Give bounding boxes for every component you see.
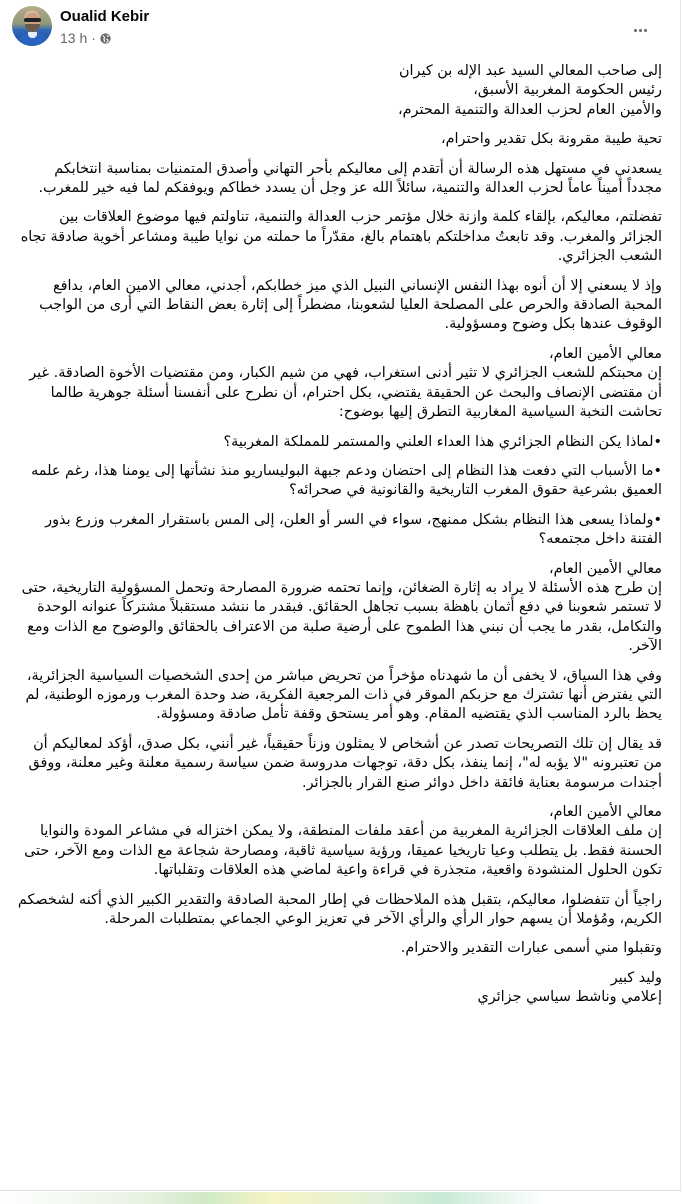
meta-separator: ·: [91, 30, 96, 46]
section: [16, 803, 662, 881]
signature-name: وليد كبير: [610, 969, 662, 986]
section-text: إن محبتكم للشعب الجزائري لا تثير أدنى استغراب، فهي من شيم الكبار، ومن مقتضيات الأخوة الصادقة. غير أن مقتضى الإنصاف والبحث عن الحقيقة يقتضي، بكل احترام، أن نطرح على أنفسنا أسئلة جوهرية طالما تحاشت النخبة السياسية المغاربية التطرق إليها بوضوح:: [29, 365, 662, 421]
author-name[interactable]: Oualid Kebir: [60, 8, 150, 25]
attached-image-edge[interactable]: [0, 1192, 682, 1204]
section: [16, 560, 662, 657]
more-dot-icon: [644, 29, 647, 32]
author-avatar[interactable]: [12, 6, 52, 46]
more-options-button[interactable]: [633, 20, 648, 36]
greeting: تحية طيبة مقرونة بكل تقدير واحترام،: [441, 131, 662, 148]
post-header: [10, 6, 670, 50]
section-text: إن طرح هذه الأسئلة لا يراد به إثارة الضغائن، وإنما تحتمه ضرورة المصارحة وتحمل المسؤولية التاريخية، حتى لا تستمر شعوبنا في دفع أثمان باهظة بسبب تجاهل الحقائق. فبقدر ما ننشد مستقبلاً مشتركاً عنوانه الوحدة والتكامل، بقدر ما يجب أن نبني هذا الطموح على أرضية صلبة من الاعتراف بالحقائق والوضوح مع الذات ومع الآخر.: [21, 579, 662, 655]
signature: [16, 969, 662, 1008]
more-dot-icon: [634, 29, 637, 32]
address-block: [16, 62, 662, 120]
post-meta: [60, 30, 111, 46]
more-dot-icon: [639, 29, 642, 32]
paragraph: تفضلتم، معاليكم، بإلقاء كلمة وازنة خلال مؤتمر حزب العدالة والتنمية، تناولتم فيها موضوع العلاقات بين الجزائر والمغرب. وقد تابعتُ مداخلتكم باهتمام بالغ، مقدّراً ما حملته من نوايا طيبة ومشاعر أخوية صادقة تجاه الشعب الجزائري.: [20, 209, 662, 265]
section: [16, 345, 662, 423]
signature-title: إعلامي وناشط سياسي جزائري: [477, 989, 662, 1006]
salutation: معالي الأمين العام،: [548, 804, 662, 820]
post-time[interactable]: 13 h: [60, 30, 88, 46]
avatar-beard: [25, 24, 40, 32]
paragraph: وإذ لا يسعني إلا أن أنوه بهذا النفس الإنساني النبيل الذي ميز خطابكم، أجدني، معالي الامين العام، بدافع المحبة الصادقة والحرص على المصلحة العليا لشعوبنا، مضطراً إلى إثارة بعض النقاط التي أرى من الواجب الوقوف عندها بكل وضوح ومسؤولية.: [39, 277, 662, 333]
paragraph: قد يقال إن تلك التصريحات تصدر عن أشخاص لا يمثلون وزناً حقيقياً، غير أنني، بكل صدق، أؤكد لمعاليكم أن من تعتبرونه "لا يؤبه له"، إنما ينفذ، بكل دقة، توجهات مدروسة ضمن سياسة رسمية معلنة وغير معلنة، ووفق أجندات مرسومة بعناية فائقة داخل دوائر صنع القرار بالجزائر.: [28, 735, 662, 791]
section-text: إن ملف العلاقات الجزائرية المغربية من أعقد ملفات المنطقة، ولا يمكن اختزاله في مشاعر المودة والنوايا الحسنة فقط. بل يتطلب وعيا تاريخيا عميقا، ورؤية سياسية ثاقبة، ومصارحة شجاعة مع الذات ومع الآخر، حتى تكون الحلول المنشودة واقعية، متجذرة في قراءة واعية لماضي هذه العلاقات وتقلباتها.: [24, 823, 662, 879]
address-line: والأمين العام لحزب العدالة والتنمية المحترم،: [397, 101, 662, 118]
question-item: •لماذا يكن النظام الجزائري هذا العداء العلني والمستمر للمملكة المغربية؟: [223, 433, 662, 450]
closing-line: وتقبلوا مني أسمى عبارات التقدير والاحترام.: [400, 940, 662, 957]
address-line: إلى صاحب المعالي السيد عبد الإله بن كيران: [398, 63, 662, 79]
globe-icon[interactable]: [100, 33, 111, 44]
paragraph: وفي هذا السياق، لا يخفى أن ما شهدناه مؤخراً من تحريض مباشر من إحدى الشخصيات السياسية الجزائرية، التي يفترض أنها تشترك مع حزبكم الموقر في ذات المرجعية الفكرية، ضد وحدة المغرب ورموزه الوطنية، لم يحظ بالرد المناسب الذي يقتضيه المقام. وهو أمر يستحق وقفة تأمل صادقة ومسؤولة.: [25, 667, 662, 723]
avatar-glasses: [24, 18, 41, 22]
closing-paragraph: راجياً أن تتفضلوا، معاليكم، بتقبل هذه الملاحظات في إطار المحبة الصادقة والتقدير الكبير الذي أكنه لشخصكم الكريم، ومُؤملا أن يسهم حوار الرأي والرأي الآخر في تعزيز الوعي الجماعي بمتطلبات المرحلة.: [17, 891, 662, 928]
question-item: •ولماذا يسعى هذا النظام بشكل ممنهج، سواء في السر أو العلن، إلى المس باستقرار المغرب وزرع بذور الفتنة داخل مجتمعه؟: [45, 511, 662, 548]
address-line: رئيس الحكومة المغربية الأسبق،: [473, 82, 662, 99]
salutation: معالي الأمين العام،: [548, 560, 662, 577]
post-text: [16, 62, 662, 1018]
question-item: •ما الأسباب التي دفعت هذا النظام إلى احتضان ودعم جبهة البوليساريو منذ نشأتها إلى يومنا هذا، رغم علمه العميق بشرعية حقوق المغرب التاريخية والقانونية في صحرائه؟: [31, 462, 662, 499]
paragraph: يسعدني في مستهل هذه الرسالة أن أتقدم إلى معاليكم بأحر التهاني وأصدق المتمنيات بمناسبة انتخابكم مجدداً أميناً عاماً لحزب العدالة والتنمية، سائلاً الله عز وجل أن يسدد خطاكم ويوفقكم لما فيه خير للمغرب.: [38, 160, 662, 197]
salutation: معالي الأمين العام،: [548, 345, 662, 362]
